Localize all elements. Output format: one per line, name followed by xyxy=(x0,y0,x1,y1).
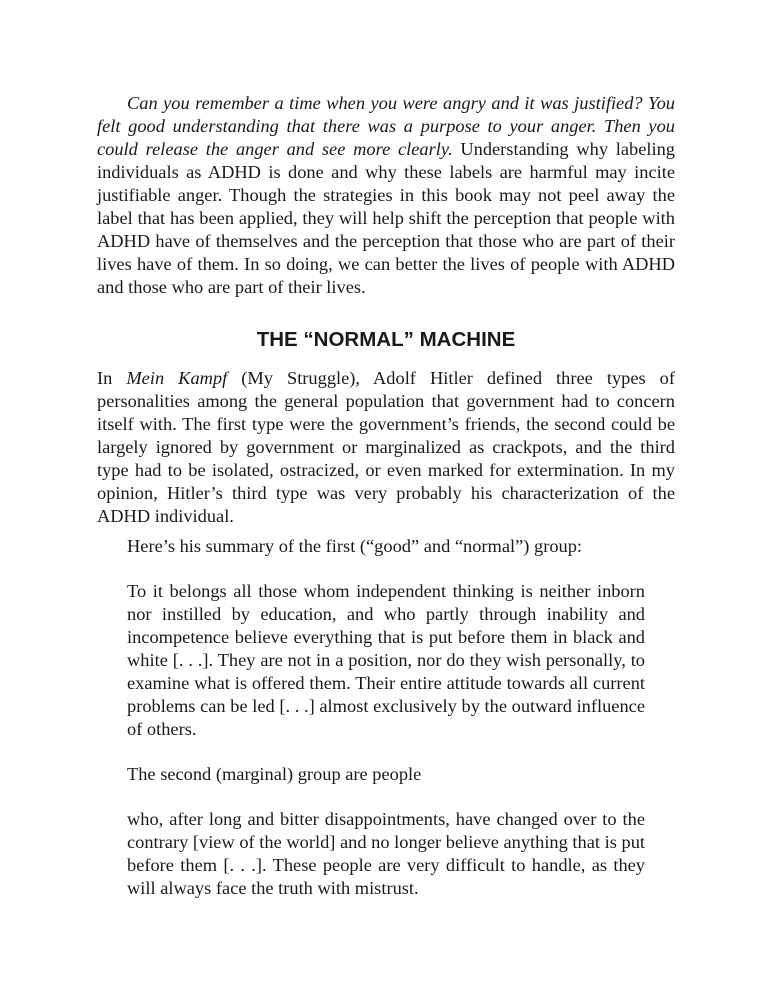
second-group-quote: who, after long and bitter disappointments, have changed over to the contrary [view of the world] and no longer believe anything that is put before them [. . .]. These people are very difficult to handle, as they will always face the truth with mistrust. xyxy=(127,809,645,898)
hitler-types-paragraph xyxy=(97,367,675,528)
paragraph-body: (My Struggle), Adolf Hitler defined three types of personalities among the general population that government had to concern itself with. The first type were the government’s friends, the second could be largely ignored by government or marginalized as crackpots, and the third type had to be isolated, ostracized, or even marked for extermination. In my opinion, Hitler’s third type was very probably his characterization of the ADHD individual. xyxy=(97,368,676,526)
summary-intro-paragraph: Here’s his summary of the first (“good” and “normal”) group: xyxy=(127,536,583,556)
book-page xyxy=(97,92,675,900)
intro-paragraph xyxy=(97,92,675,299)
section-heading: THE “NORMAL” MACHINE xyxy=(256,328,516,351)
book-title-italic: Mein Kampf xyxy=(126,368,228,388)
second-group-intro: The second (marginal) group are people xyxy=(127,764,422,784)
intro-italic-text: Can you remember a time when you were angry and it was justified? You felt good understanding that there was a purpose to your anger. Then you could release the anger and see more clearly. xyxy=(97,93,675,159)
paragraph-lead: In xyxy=(97,368,127,388)
intro-body-text: Understanding why labeling individuals as ADHD is done and why these labels are harmful may incite justifiable anger. Though the strategies in this book may not peel away the label that has been applied, they will help shift the perception that people with ADHD have of themselves and the perception that those who are part of their lives have of them. In so doing, we can better the lives of people with ADHD and those who are part of their lives. xyxy=(97,139,675,297)
first-group-quote: To it belongs all those whom independent thinking is neither inborn nor instilled by education, and who partly through inability and incompetence believe everything that is put before them in black and white [. . .]. They are not in a position, nor do they wish personally, to examine what is offered them. Their entire attitude towards all current problems can be led [. . .] almost exclusively by the outward influence of others. xyxy=(127,581,645,739)
